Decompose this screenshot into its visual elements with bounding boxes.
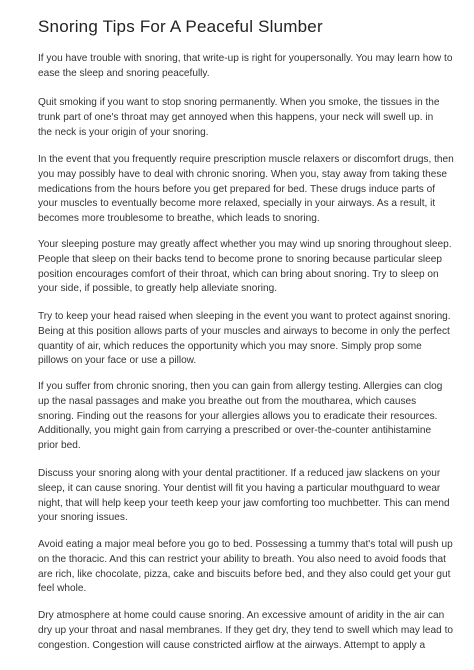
text-line: In the event that you frequently require prescription muscle relaxers or discomfort drugs, then — [38, 154, 454, 165]
text-line: pillows on your face or use a pillow. — [38, 355, 197, 367]
text-line: ease the sleep and snoring peacefully. — [38, 67, 210, 79]
text-line: If you suffer from chronic snoring, then you can gain from allergy testing. Allergies can clog — [38, 381, 443, 392]
text-line: your snoring issues. — [38, 512, 128, 524]
paragraph-major-meal — [38, 538, 453, 597]
text-line: Your sleeping posture may greatly affect whether you may wind up snoring throughout sleep. — [38, 239, 452, 250]
text-line: Discuss your snoring along with your dental practitioner. If a reduced jaw slackens on your — [38, 468, 441, 479]
text-line: your side, if possible, to greatly help alleviate snoring. — [38, 283, 278, 295]
text-line: Avoid eating a major meal before you go to bed. Possessing a tummy that's total will push up — [38, 539, 453, 550]
text-line: you may possibly have to deal with chronic snoring. When you, stay away from taking these — [38, 168, 447, 180]
text-line: Try to keep your head raised when sleeping in the event you want to protect against snoring. — [38, 311, 451, 322]
text-line: on the thoracic. And this can restrict your ability to breath. You also need to avoid foods that — [38, 553, 446, 565]
paragraph-dry-atmosphere — [38, 609, 453, 653]
text-line: medications from the hours before you get prepared for bed. These drugs induce parts of — [38, 183, 436, 195]
paragraph-dental-practitioner — [38, 467, 450, 526]
text-line: up the nasal passages and make you breathe out from the moutharea, which causes — [38, 395, 417, 407]
text-line: snoring. Finding out the reasons for your allergies allows you to eradicate their resources. — [38, 410, 438, 422]
text-line: dry up your throat and nasal membranes. If they get dry, they tend to swell which may lead to — [38, 624, 453, 636]
paragraph-medications — [38, 153, 454, 227]
text-line: position encourages comfort of their throat, which can bring about snoring. Try to sleep on — [38, 268, 439, 280]
text-line: prior bed. — [38, 440, 81, 452]
text-line: the neck is your origin of your snoring. — [38, 126, 209, 138]
paragraph-intro — [38, 52, 453, 82]
paragraph-allergy-testing — [38, 380, 442, 454]
text-line: trunk part of one's throat may get annoyed when this happens, your neck will swell up. in — [38, 111, 434, 123]
text-line: your muscles to eventually become more relaxed, specially in your airways. As a result, it — [38, 198, 436, 210]
paragraph-quit-smoking — [38, 96, 442, 140]
document-title: Snoring Tips For A Peaceful Slumber — [38, 17, 323, 36]
paragraph-sleeping-posture — [38, 238, 452, 297]
paragraph-head-raised — [38, 310, 451, 369]
text-line: If you have trouble with snoring, that write-up is right for youpersonally. You may learn how to — [38, 53, 453, 64]
text-line: Dry atmosphere at home could cause snoring. An excessive amount of aridity in the air can — [38, 610, 445, 621]
text-line: becomes more troublesome to breathe, which leads to snoring. — [38, 213, 320, 225]
text-line: Additionally, you might gain from carrying a prescribed or over-the-counter antihistamine — [38, 425, 432, 437]
text-line: Being at this position allows parts of your muscles and airways to become in only the perfect — [38, 325, 450, 337]
text-line: are rich, like chocolate, pizza, cake and biscuits before bed, and they also could get your gut — [38, 568, 451, 580]
text-line: night, that will help keep your teeth keep your jaw comforting too muchbetter. This can mend — [38, 497, 450, 509]
text-line: quantity of air, which reduces the opportunity which you may snore. Simply prop some — [38, 340, 422, 352]
text-line: Quit smoking if you want to stop snoring permanently. When you smoke, the tissues in the — [38, 97, 440, 108]
text-line: congestion. Congestion will cause constricted airflow at the airways. Attempt to apply a — [38, 639, 426, 651]
text-line: feel whole. — [38, 583, 87, 595]
text-line: sleep, it can cause snoring. Your dentist will fit you having a particular mouthguard to wear — [38, 482, 441, 494]
text-line: People that sleep on their backs tend to become prone to snoring because particular sleep — [38, 253, 443, 265]
